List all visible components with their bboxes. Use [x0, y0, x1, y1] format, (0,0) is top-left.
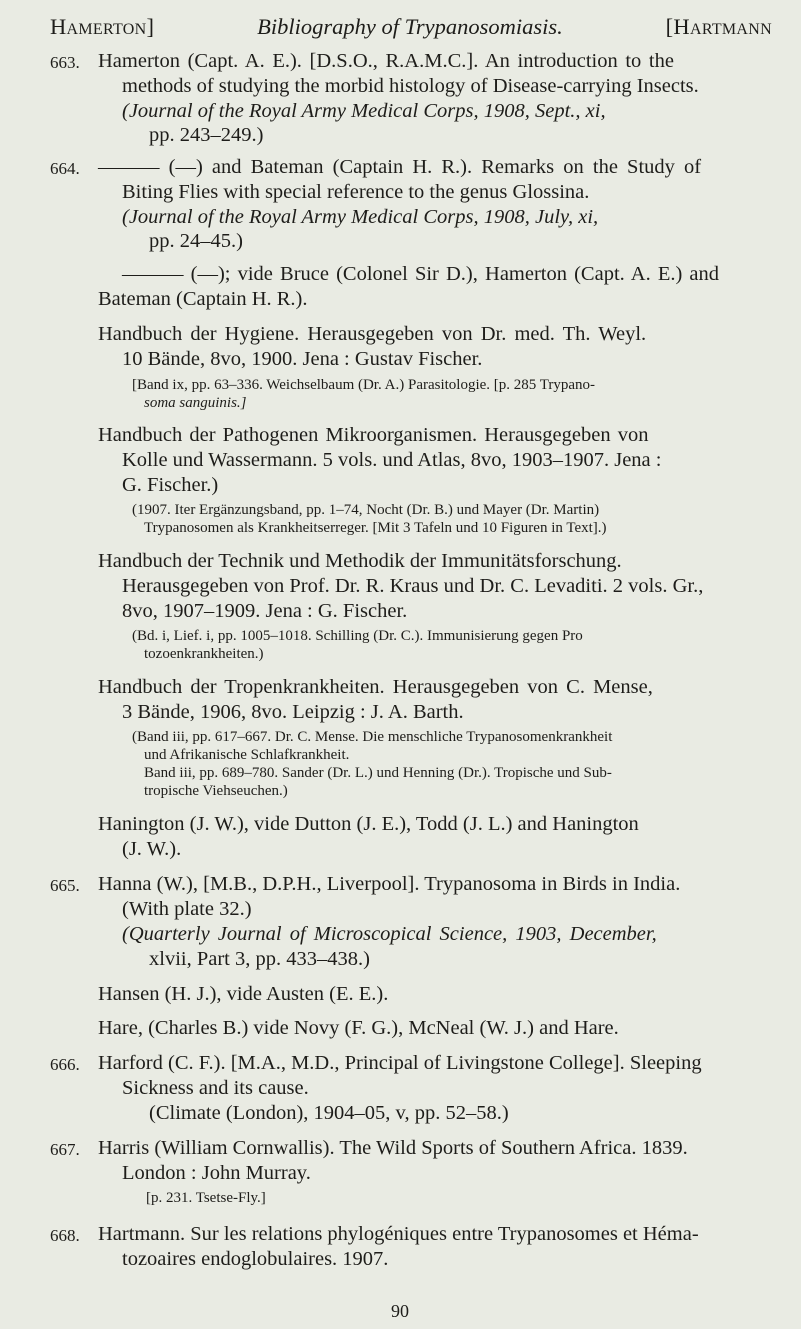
header-title: Bibliography of Trypanosomiasis.	[257, 14, 563, 39]
entry-line: ——— (—) and Bateman (Captain H. R.). Remarks on the Study of	[98, 156, 702, 178]
entry-line: Hanna (W.), [M.B., D.P.H., Liverpool]. Trypanosoma in Birds in India.	[98, 873, 681, 895]
entry-line: (With plate 32.)	[122, 898, 252, 920]
entry-line: Bateman (Captain H. R.).	[98, 288, 308, 310]
entry-note: soma sanguinis.]	[144, 395, 247, 411]
entry-number: 664.	[50, 159, 80, 178]
entry-line: London : John Murray.	[122, 1162, 311, 1184]
entry-line: Hartmann. Sur les relations phylogéniques entre Trypanosomes et Héma-	[98, 1223, 699, 1245]
header-right: [Hartmann	[665, 14, 772, 39]
entry-line: 3 Bände, 1906, 8vo. Leipzig : J. A. Barth.	[122, 701, 464, 723]
entry-line: 10 Bände, 8vo, 1900. Jena : Gustav Fischer.	[122, 348, 483, 370]
entry-line: ——— (—); vide Bruce (Colonel Sir D.), Hamerton (Capt. A. E.) and	[122, 263, 720, 285]
entry-line: Handbuch der Hygiene. Herausgegeben von Dr. med. Th. Weyl.	[98, 323, 647, 345]
page-number: 90	[391, 1301, 409, 1321]
entry-line: (Journal of the Royal Army Medical Corps, 1908, Sept., xi,	[122, 100, 606, 122]
entry-line: (Climate (London), 1904–05, v, pp. 52–58.)	[149, 1102, 509, 1124]
entry-line: Hamerton (Capt. A. E.). [D.S.O., R.A.M.C.]. An introduction to the	[98, 50, 674, 72]
entry-line: (Quarterly Journal of Microscopical Science, 1903, December,	[122, 923, 657, 945]
entry-line: G. Fischer.)	[122, 474, 219, 496]
running-header	[50, 14, 772, 40]
entry-line: Kolle und Wassermann. 5 vols. und Atlas, 8vo, 1903–1907. Jena :	[122, 449, 662, 471]
entry-note: tozoenkrankheiten.)	[144, 646, 264, 662]
entry-note: [p. 231. Tsetse-Fly.]	[146, 1190, 266, 1206]
entry-line: Biting Flies with special reference to the genus Glossina.	[122, 181, 590, 203]
entry-line: Harris (William Cornwallis). The Wild Sports of Southern Africa. 1839.	[98, 1137, 688, 1159]
entry-note: (Band iii, pp. 617–667. Dr. C. Mense. Die menschliche Trypanosomenkrankheit	[132, 729, 613, 745]
entry-note: (Bd. i, Lief. i, pp. 1005–1018. Schilling (Dr. C.). Immunisierung gegen Pro	[132, 628, 583, 644]
entry-line: Handbuch der Technik und Methodik der Immunitätsforschung.	[98, 550, 622, 572]
header-left: Hamerton]	[50, 14, 155, 39]
entry-line: Hare, (Charles B.) vide Novy (F. G.), McNeal (W. J.) and Hare.	[98, 1017, 619, 1039]
entry-line: Handbuch der Tropenkrankheiten. Herausgegeben von C. Mense,	[98, 676, 653, 698]
entry-note: (1907. Iter Ergänzungsband, pp. 1–74, Nocht (Dr. B.) und Mayer (Dr. Martin)	[132, 502, 600, 518]
entry-number: 668.	[50, 1226, 80, 1245]
entry-line: methods of studying the morbid histology of Disease-carrying Insects.	[122, 75, 699, 97]
entry-note: tropische Viehseuchen.)	[144, 783, 288, 799]
entry-line: Harford (C. F.). [M.A., M.D., Principal of Livingstone College]. Sleeping	[98, 1052, 702, 1074]
entry-number: 663.	[50, 53, 80, 72]
entry-note: Band iii, pp. 689–780. Sander (Dr. L.) und Henning (Dr.). Tropische und Sub-	[144, 765, 612, 781]
entry-line: (J. W.).	[122, 838, 182, 860]
entry-line: Handbuch der Pathogenen Mikroorganismen. Herausgegeben von	[98, 424, 649, 446]
entry-number: 665.	[50, 876, 80, 895]
entry-line: Hanington (J. W.), vide Dutton (J. E.), Todd (J. L.) and Hanington	[98, 813, 639, 835]
entry-line: Hansen (H. J.), vide Austen (E. E.).	[98, 983, 389, 1005]
entry-note: [Band ix, pp. 63–336. Weichselbaum (Dr. A.) Parasitologie. [p. 285 Trypano-	[132, 377, 596, 393]
entry-line: (Journal of the Royal Army Medical Corps, 1908, July, xi,	[122, 206, 599, 228]
entry-line: tozoaires endoglobulaires. 1907.	[122, 1248, 389, 1270]
entry-line: pp. 24–45.)	[149, 230, 243, 252]
entry-number: 666.	[50, 1055, 80, 1074]
entry-note: und Afrikanische Schlafkrankheit.	[144, 747, 350, 763]
entry-number: 667.	[50, 1140, 80, 1159]
entry-line: xlvii, Part 3, pp. 433–438.)	[149, 948, 370, 970]
entry-line: 8vo, 1907–1909. Jena : G. Fischer.	[122, 600, 408, 622]
entry-line: pp. 243–249.)	[149, 124, 264, 146]
entry-line: Herausgegeben von Prof. Dr. R. Kraus und Dr. C. Levaditi. 2 vols. Gr.,	[122, 575, 704, 597]
entry-note: Trypanosomen als Krankheitserreger. [Mit 3 Tafeln und 10 Figuren in Text].)	[144, 520, 607, 536]
entry-line: Sickness and its cause.	[122, 1077, 309, 1099]
